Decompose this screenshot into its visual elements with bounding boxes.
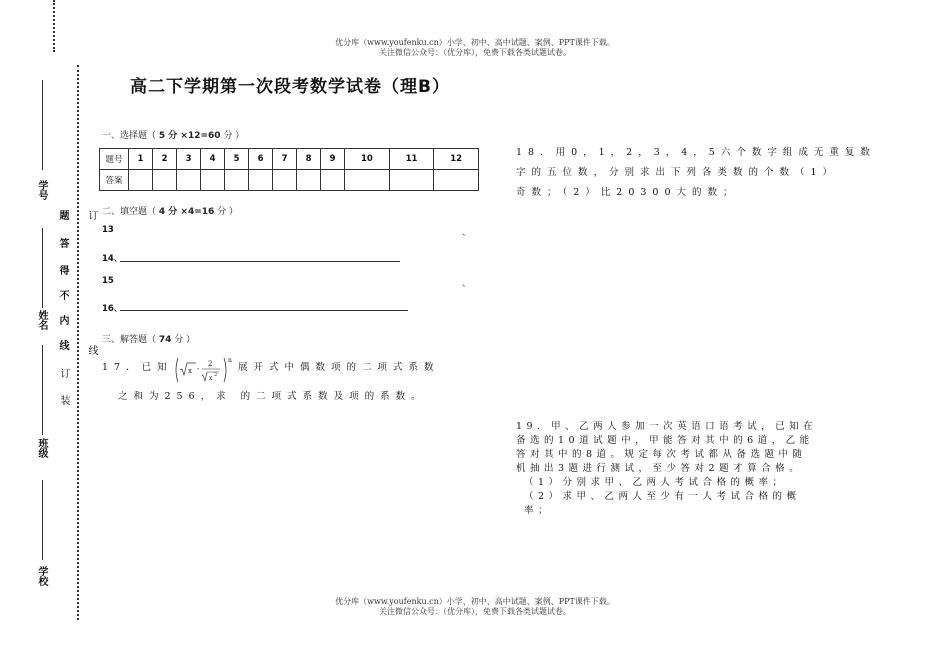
answer-cell[interactable] — [249, 170, 273, 191]
warning-char-3: 得 — [57, 265, 68, 275]
q17-line2: 之和为256，求 — [118, 391, 232, 402]
q19-line-6: （2）求甲、乙两人至少有一人考试合格的概 — [524, 491, 801, 502]
seal-word-zhuang: 装 — [58, 395, 69, 405]
question-number-cell: 10 — [345, 149, 390, 170]
blank-13-trail: 、 — [462, 228, 472, 238]
q17-number: 17 — [102, 362, 127, 373]
header-line-2: 关注微信公众号：（优分库），免费下载各类试题试卷。 — [379, 48, 571, 57]
section2-suffix: 分 ） — [217, 207, 239, 217]
q19-line-4: 机抽出3题进行测试，至少答对2题才算合格。 — [516, 463, 804, 474]
answer-cell[interactable] — [201, 170, 225, 191]
question-number-cell: 3 — [177, 149, 201, 170]
school-label: 学校 — [36, 566, 47, 586]
school-line — [42, 480, 43, 560]
student-no-label: 学号 — [36, 180, 47, 200]
question-number-cell: 1 — [129, 149, 153, 170]
q18-line-2: 字的五位数，分别求出下列各类数的个数（1） — [516, 167, 839, 178]
q19-line-1: 19．甲、乙两人参加一次英语口语考试，已知在 — [516, 421, 818, 432]
warning-char-1: 题 — [57, 210, 68, 220]
q17-line-1 — [102, 356, 173, 379]
q19-line-2: 备选的10道试题中，甲能答对其中的6道，乙能 — [516, 435, 814, 446]
answer-cell[interactable] — [389, 170, 434, 191]
blank-14-line[interactable] — [120, 261, 400, 262]
section3-label: 三、解答题（ — [102, 335, 157, 345]
footer-line-2: 关注微信公众号：（优分库），免费下载各类试题试卷。 — [379, 607, 571, 616]
answer-cell[interactable] — [129, 170, 153, 191]
table-answer-label: 答案 — [100, 170, 129, 191]
answer-table-row-answers — [100, 170, 479, 191]
warning-char-2: 答 — [57, 238, 68, 248]
footer-line-1: 优分库（www.youfenku.cn）小学、初中、高中试题、案例、PPT课件下载。 — [335, 597, 615, 606]
warning-char-4: 不 — [57, 290, 68, 300]
svg-text:x: x — [188, 367, 192, 375]
section2-label: 二、填空题（ — [102, 207, 157, 217]
seal-word-xian: 线 — [86, 345, 97, 355]
name-line — [42, 228, 43, 308]
svg-text:2: 2 — [214, 372, 218, 378]
blank-15-number: 15 — [102, 276, 114, 286]
top-dotted-line — [53, 0, 55, 52]
q17-pre: ．已知 — [126, 362, 173, 373]
answer-table — [99, 148, 479, 191]
svg-text:x: x — [209, 375, 213, 382]
question-number-cell: 7 — [273, 149, 297, 170]
question-number-cell: 6 — [249, 149, 273, 170]
answer-table-row-numbers — [100, 149, 479, 170]
section1-score: 5 分 ×12=60 — [158, 131, 221, 141]
blank-15-trail: 、 — [462, 279, 472, 289]
section2-heading — [102, 204, 238, 217]
seal-word-ding-2: 订 — [86, 210, 97, 220]
question-number-cell: 9 — [321, 149, 345, 170]
question-number-cell: 4 — [201, 149, 225, 170]
q19-line-7: 率； — [524, 505, 553, 516]
question-number-cell: 2 — [153, 149, 177, 170]
q18-line-3: 奇数；（2）比20300大的数； — [516, 187, 739, 198]
class-label: 班级 — [36, 438, 47, 458]
blank-13-number: 13 — [102, 225, 114, 235]
name-label: 姓名 — [36, 310, 47, 330]
section3-score: 74 — [158, 335, 172, 345]
question-number-cell: 5 — [225, 149, 249, 170]
header-line-1: 优分库（www.youfenku.cn）小学、初中、高中试题、案例、PPT课件下载。 — [335, 38, 615, 47]
section3-heading — [102, 332, 195, 345]
section2-score: 4 分 ×4=16 — [158, 207, 215, 217]
answer-cell[interactable] — [153, 170, 177, 191]
section1-heading — [102, 128, 244, 141]
answer-cell[interactable] — [345, 170, 390, 191]
section1-label: 一、选择题（ — [102, 131, 157, 141]
q19-line-3: 答对其中的8道。规定每次考试都从备选题中随 — [516, 449, 807, 460]
q17-formula-numerator: 2 — [208, 360, 213, 368]
seal-dotted-line — [77, 65, 79, 620]
answer-cell[interactable] — [177, 170, 201, 191]
student-no-line — [42, 80, 43, 170]
q17-formula-exponent: n — [228, 357, 232, 364]
blank-16-line[interactable] — [120, 310, 408, 311]
q19-line-5: （1）分别求甲、乙两人考试合格的概率； — [524, 477, 787, 488]
answer-cell[interactable] — [434, 170, 479, 191]
svg-text:-: - — [197, 365, 200, 373]
page-title: 高二下学期第一次段考数学试卷（理B） — [130, 77, 450, 97]
question-number-cell: 11 — [389, 149, 434, 170]
q17-line-2 — [118, 385, 427, 408]
table-header-label: 题号 — [100, 149, 129, 170]
answer-cell[interactable] — [225, 170, 249, 191]
section1-suffix: 分 ） — [223, 131, 245, 141]
warning-char-5: 内 — [57, 315, 68, 325]
question-number-cell: 8 — [297, 149, 321, 170]
answer-cell[interactable] — [273, 170, 297, 191]
answer-cell[interactable] — [297, 170, 321, 191]
binding-margin — [0, 0, 100, 658]
answer-cell[interactable] — [321, 170, 345, 191]
q17-formula — [172, 354, 234, 386]
question-number-cell: 12 — [434, 149, 479, 170]
seal-word-ding: 订 — [58, 368, 69, 378]
blank-14-number: 14、 — [102, 254, 123, 264]
section3-suffix: 分 ） — [174, 335, 196, 345]
warning-char-6: 线 — [57, 340, 68, 350]
class-line — [42, 345, 43, 435]
q17-post: 展开式中偶数项的二项式系数 — [238, 362, 440, 373]
q18-line-1: 18．用0，1，2，3，4，5六个数字组成无重复数 — [516, 147, 876, 158]
blank-16-number: 16、 — [102, 304, 123, 314]
q17-line2b: 的二项式系数及项的系数。 — [240, 391, 427, 402]
